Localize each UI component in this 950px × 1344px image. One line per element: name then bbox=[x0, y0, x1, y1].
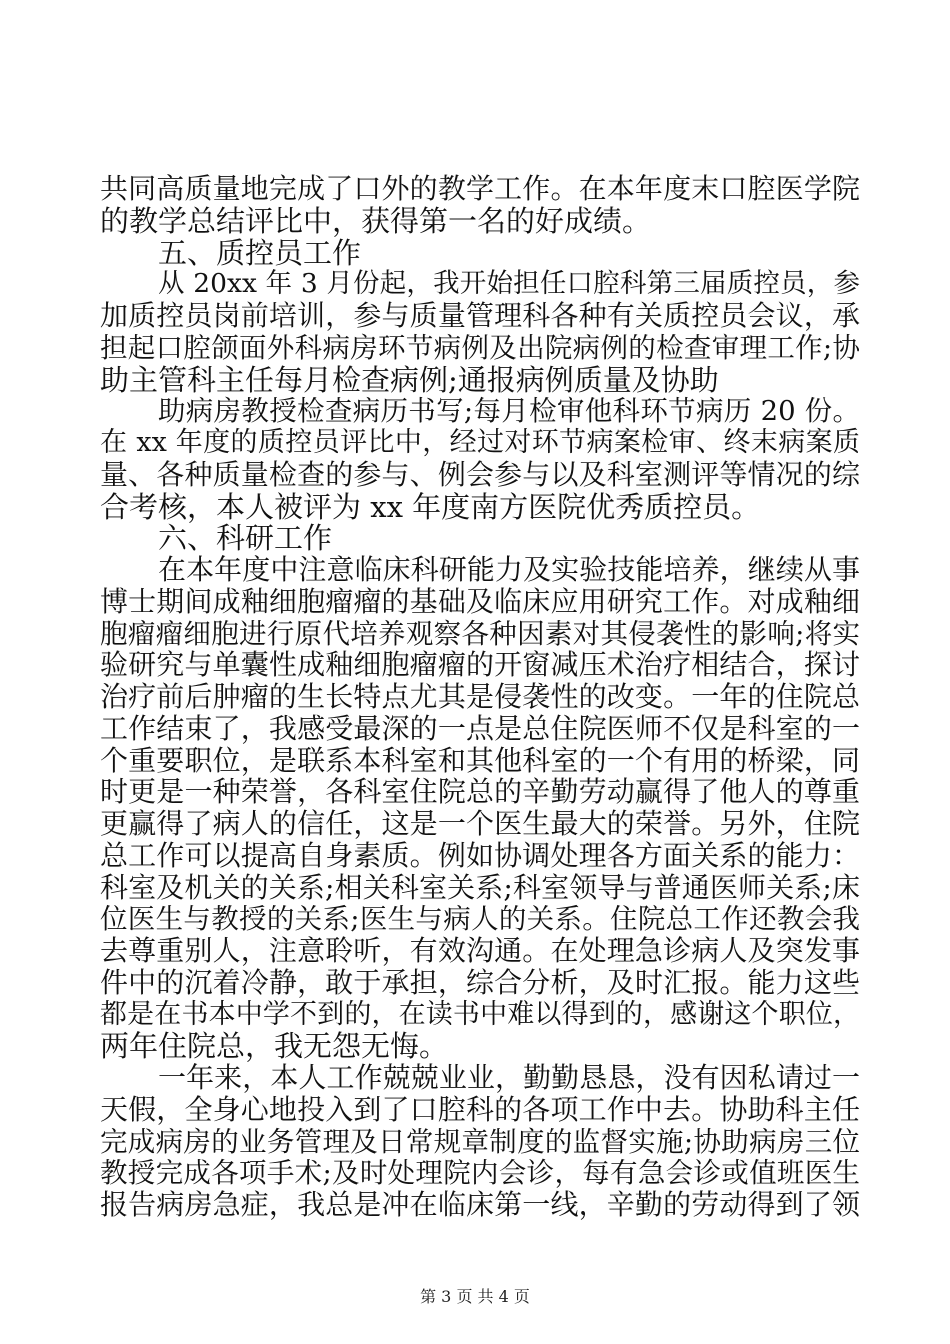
text-line: 从 20xx 年 3 月份起，我开始担任口腔科第三届质控员，参 bbox=[158, 268, 860, 300]
text-line: 量、各种质量检查的参与、例会参与以及科室测评等情况的综 bbox=[100, 457, 860, 491]
text-line: 两年住院总，我无怨无悔。 bbox=[100, 1029, 449, 1064]
text-line: 科室及机关的关系;相关科室关系;科室领导与普通医师关系;床 bbox=[100, 870, 860, 904]
text-line: 验研究与单囊性成釉细胞瘤瘤的开窗减压术治疗相结合，探讨 bbox=[100, 648, 860, 682]
text-line: 助主管科主任每月检查病例;通报病例质量及协助 bbox=[100, 362, 719, 397]
text-line: 个重要职位，是联系本科室和其他科室的一个有用的桥梁，同 bbox=[100, 743, 860, 777]
text-line: 在本年度中注意临床科研能力及实验技能培养，继续从事 bbox=[158, 553, 860, 586]
text-line: 教授完成各项手术;及时处理院内会诊，每有急会诊或值班医生 bbox=[100, 1157, 860, 1190]
text-line: 工作结束了，我感受最深的一点是总住院医师不仅是科室的一 bbox=[100, 711, 860, 745]
text-line: 天假，全身心地投入到了口腔科的各项工作中去。协助科主任 bbox=[100, 1092, 860, 1126]
text-line: 总工作可以提高自身素质。例如协调处理各方面关系的能力： bbox=[100, 838, 860, 872]
text-line: 合考核，本人被评为 xx 年度南方医院优秀质控员。 bbox=[100, 489, 761, 524]
text-line: 六、科研工作 bbox=[158, 521, 333, 556]
text-line: 报告病房急症，我总是冲在临床第一线，辛勤的劳动得到了领 bbox=[100, 1188, 860, 1221]
text-line: 五、质控员工作 bbox=[158, 235, 362, 270]
text-line: 位医生与教授的关系;医生与病人的关系。住院总工作还教会我 bbox=[100, 903, 860, 936]
text-line: 去尊重别人，注意聆听，有效沟通。在处理急诊病人及突发事 bbox=[100, 934, 860, 967]
text-line: 在 xx 年度的质控员评比中，经过对环节病案检审、终末病案质 bbox=[100, 427, 860, 458]
text-line: 时更是一种荣誉，各科室住院总的辛勤劳动赢得了他人的尊重 bbox=[100, 775, 860, 809]
text-line: 治疗前后肿瘤的生长特点尤其是侵袭性的改变。一年的住院总 bbox=[100, 680, 860, 713]
text-line: 加质控员岗前培训，参与质量管理科各种有关质控员会议，承 bbox=[100, 299, 860, 332]
text-line: 助病房教授检查病历书写;每月检审他科环节病历 20 份。 bbox=[158, 395, 860, 428]
text-line: 件中的沉着冷静，敢于承担，综合分析，及时汇报。能力这些 bbox=[100, 965, 860, 999]
text-line: 胞瘤瘤细胞进行原代培养观察各种因素对其侵袭性的影响;将实 bbox=[100, 617, 860, 650]
text-line: 博士期间成釉细胞瘤瘤的基础及临床应用研究工作。对成釉细 bbox=[100, 584, 860, 618]
text-line: 一年来，本人工作兢兢业业，勤勤恳恳，没有因私请过一 bbox=[158, 1061, 860, 1094]
page-footer: 第 3 页 共 4 页 bbox=[420, 1287, 530, 1306]
text-line: 的教学总结评比中，获得第一名的好成绩。 bbox=[100, 203, 652, 238]
text-line: 担起口腔颌面外科病房环节病例及出院病例的检查审理工作;协 bbox=[100, 331, 860, 364]
text-line: 共同高质量地完成了口外的教学工作。在本年度末口腔医学院 bbox=[100, 172, 860, 205]
text-line: 完成病房的业务管理及日常规章制度的监督实施;协助病房三位 bbox=[100, 1125, 860, 1158]
text-line: 都是在书本中学不到的，在读书中难以得到的，感谢这个职位， bbox=[100, 998, 860, 1030]
text-line: 更赢得了病人的信任，这是一个医生最大的荣誉。另外，住院 bbox=[100, 807, 860, 840]
